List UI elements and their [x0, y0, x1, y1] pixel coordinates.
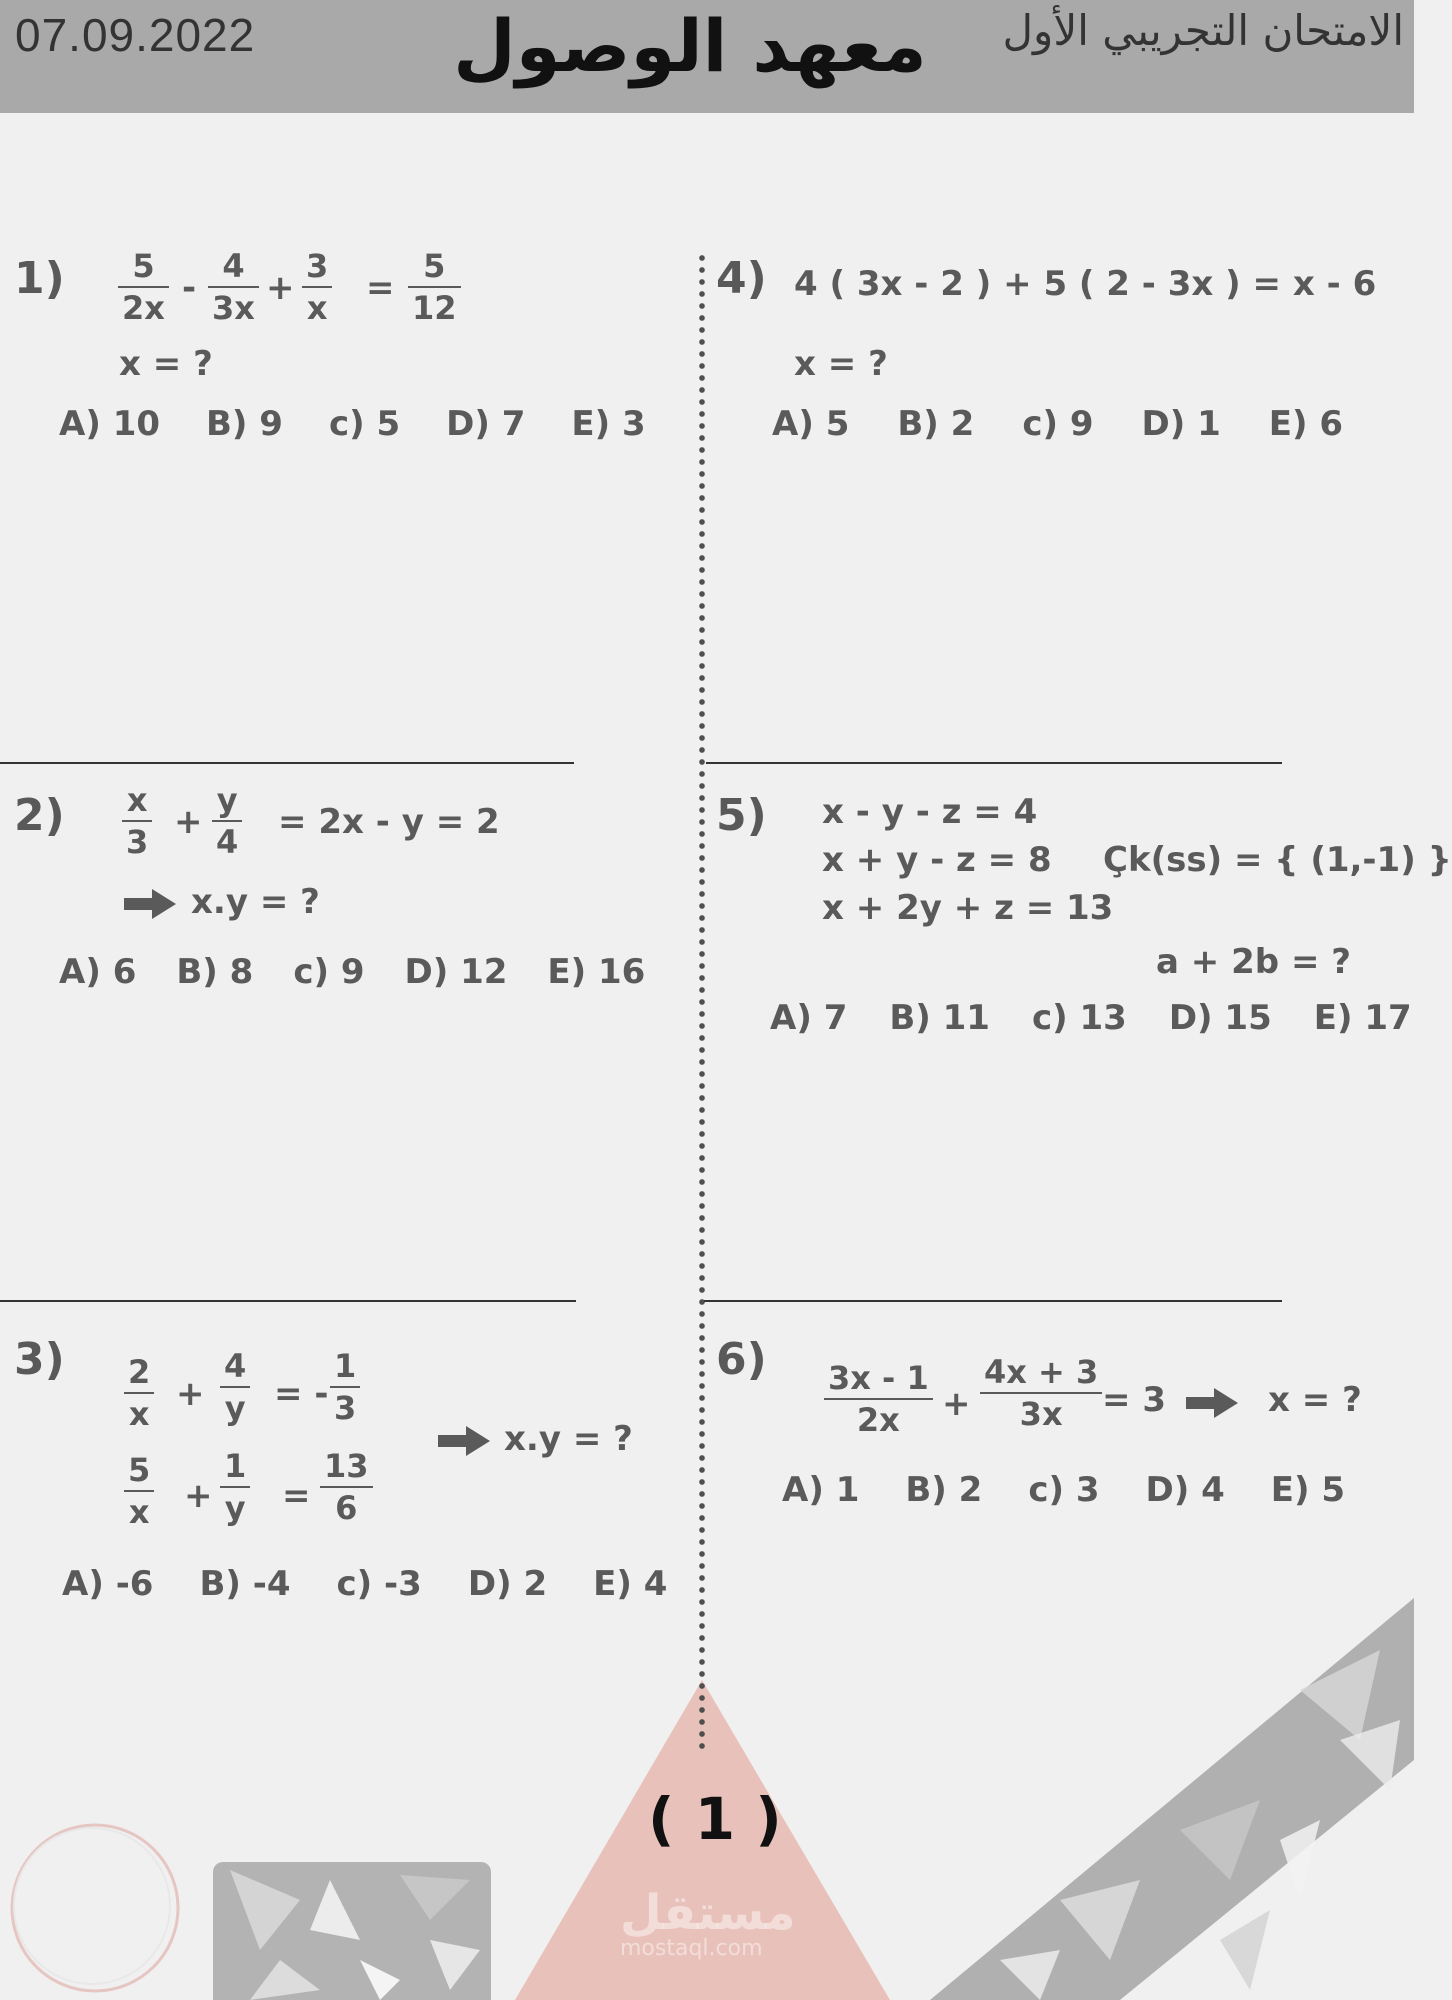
operator: -: [182, 268, 197, 308]
option-c[interactable]: c) 9: [293, 952, 365, 992]
denominator: 12: [412, 289, 457, 327]
denominator: 3: [126, 823, 149, 861]
divider-left-2: [0, 1300, 576, 1302]
option-c[interactable]: c) 5: [328, 404, 401, 444]
numerator: 5: [132, 247, 155, 285]
operator: +: [184, 1476, 213, 1516]
arrow-right-icon: [122, 887, 178, 921]
option-b[interactable]: B) -4: [199, 1564, 291, 1604]
question-ask: x = ?: [1268, 1380, 1362, 1420]
option-e[interactable]: E) 4: [593, 1564, 668, 1604]
equation-line-3: x + 2y + z = 13: [822, 888, 1114, 928]
operator: +: [266, 268, 295, 308]
equals-sign: =: [282, 1476, 311, 1516]
arrow-right-icon: [1184, 1386, 1240, 1420]
equals-sign: = -: [274, 1374, 329, 1414]
fraction: [220, 1446, 250, 1528]
denominator: y: [224, 1489, 246, 1527]
equation-rest: = 2x - y = 2: [278, 802, 500, 842]
equation-line-1: x - y - z = 4: [822, 792, 1038, 832]
answer-options: [772, 404, 1343, 444]
denominator: 4: [216, 823, 239, 861]
equation-line-2: x + y - z = 8: [822, 840, 1052, 880]
numerator: 5: [423, 247, 446, 285]
numerator: 4: [224, 1347, 247, 1385]
question-ask: x = ?: [794, 344, 888, 384]
option-d[interactable]: D) 2: [467, 1564, 548, 1604]
option-a[interactable]: A) 5: [772, 404, 850, 444]
fraction: [824, 1358, 933, 1440]
numerator: 13: [324, 1447, 369, 1485]
option-d[interactable]: D) 4: [1145, 1470, 1225, 1510]
denominator: x: [128, 1395, 150, 1433]
question-ask: x.y = ?: [504, 1419, 633, 1459]
numerator: 3x - 1: [828, 1359, 929, 1397]
equation: 4 ( 3x - 2 ) + 5 ( 2 - 3x ) = x - 6: [794, 264, 1377, 304]
fraction: [330, 1346, 360, 1428]
fraction: [220, 1346, 250, 1428]
answer-options: [59, 404, 646, 444]
denominator: 6: [335, 1489, 358, 1527]
divider-right-2: [704, 1300, 1282, 1302]
operator: +: [942, 1384, 971, 1424]
question-number: 1): [14, 253, 65, 304]
question-number: 6): [716, 1334, 767, 1385]
numerator: 5: [128, 1451, 151, 1489]
option-e[interactable]: E) 3: [571, 404, 646, 444]
numerator: 1: [334, 1347, 357, 1385]
numerator: y: [216, 781, 238, 819]
solution-set: Çk(ss) = { (1,-1) }: [1103, 840, 1452, 880]
equals-sign: =: [366, 268, 395, 308]
exam-date: 07.09.2022: [15, 9, 256, 61]
option-a[interactable]: A) 10: [59, 404, 161, 444]
fraction: [124, 1450, 154, 1532]
answer-options: [59, 952, 645, 992]
fraction: [408, 246, 461, 328]
divider-right-1: [706, 762, 1282, 764]
option-c[interactable]: c) 3: [1028, 1470, 1100, 1510]
option-e[interactable]: E) 5: [1270, 1470, 1346, 1510]
denominator: y: [224, 1389, 246, 1427]
option-d[interactable]: D) 15: [1168, 998, 1272, 1038]
fraction: [118, 246, 169, 328]
fraction: [124, 1352, 154, 1434]
fraction: [302, 246, 332, 328]
fraction: [980, 1352, 1102, 1434]
question-ask: a + 2b = ?: [1156, 942, 1351, 982]
option-c[interactable]: c) 13: [1031, 998, 1127, 1038]
option-a[interactable]: A) -6: [62, 1564, 154, 1604]
question-number: 4): [716, 253, 767, 304]
numerator: 2: [128, 1353, 151, 1391]
equals-sign: = 3: [1102, 1380, 1166, 1420]
option-d[interactable]: D) 12: [404, 952, 508, 992]
option-e[interactable]: E) 17: [1313, 998, 1412, 1038]
option-d[interactable]: D) 7: [446, 404, 526, 444]
answer-options: [782, 1470, 1345, 1510]
operator: +: [174, 802, 203, 842]
answer-options: [62, 1564, 667, 1604]
option-b[interactable]: B) 11: [889, 998, 990, 1038]
option-e[interactable]: E) 6: [1268, 404, 1344, 444]
numerator: x: [126, 781, 148, 819]
answer-options: [770, 998, 1412, 1038]
option-b[interactable]: B) 8: [176, 952, 254, 992]
question-number: 2): [14, 790, 65, 841]
divider-left-1: [0, 762, 574, 764]
column-divider: [699, 252, 705, 1752]
question-ask: x = ?: [119, 344, 213, 384]
denominator: 3: [334, 1389, 357, 1427]
option-b[interactable]: B) 2: [897, 404, 975, 444]
denominator: 3x: [212, 289, 255, 327]
option-a[interactable]: A) 6: [59, 952, 137, 992]
operator: +: [176, 1374, 205, 1414]
fraction: [122, 780, 152, 862]
question-ask: x.y = ?: [191, 882, 320, 922]
exam-subtitle: الامتحان التجريبي الأول: [1002, 6, 1404, 55]
arrow-right-icon: [436, 1424, 492, 1458]
option-b[interactable]: B) 9: [206, 404, 283, 444]
option-c[interactable]: c) -3: [336, 1564, 422, 1604]
denominator: 2x: [122, 289, 165, 327]
denominator: x: [306, 289, 328, 327]
fraction: [320, 1446, 373, 1528]
option-a[interactable]: A) 1: [782, 1470, 860, 1510]
option-d[interactable]: D) 1: [1141, 404, 1221, 444]
numerator: 1: [224, 1447, 247, 1485]
fraction: [212, 780, 242, 862]
option-a[interactable]: A) 7: [770, 998, 848, 1038]
watermark-logo: مستقل: [620, 1885, 796, 1941]
denominator: 3x: [1019, 1395, 1063, 1433]
numerator: 3: [306, 247, 329, 285]
denominator: 2x: [856, 1401, 900, 1439]
fraction: [208, 246, 259, 328]
numerator: 4x + 3: [984, 1353, 1099, 1391]
question-number: 3): [14, 1334, 65, 1385]
option-c[interactable]: c) 9: [1022, 404, 1094, 444]
question-number: 5): [716, 790, 767, 841]
option-e[interactable]: E) 16: [547, 952, 646, 992]
gray-diagonal-band: [930, 1598, 1414, 2000]
option-b[interactable]: B) 2: [905, 1470, 983, 1510]
numerator: 4: [222, 247, 245, 285]
page-title: معهد الوصول: [453, 4, 927, 88]
page-number: ( 1 ): [648, 1785, 782, 1853]
watermark-url: mostaql.com: [620, 1936, 763, 1961]
denominator: x: [128, 1493, 150, 1531]
